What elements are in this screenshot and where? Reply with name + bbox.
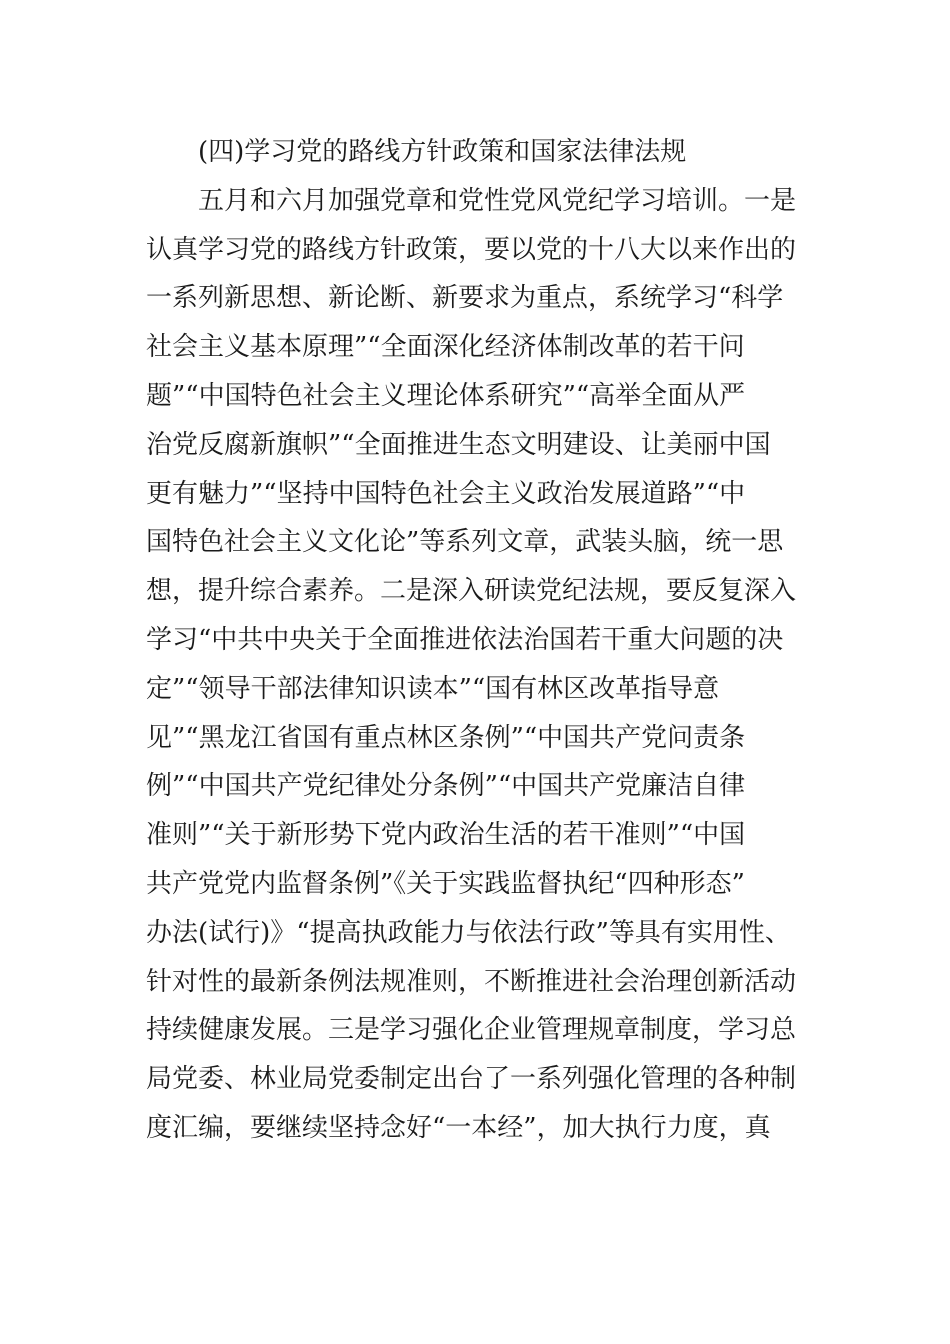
- paragraph-line: 治党反腐新旗帜”“全面推进生态文明建设、让美丽中国: [146, 429, 771, 460]
- paragraph-line: 办法(试行)》“提高执政能力与依法行政”等具有实用性、: [146, 917, 791, 948]
- paragraph-line: 针对性的最新条例法规准则，不断推进社会治理创新活动: [146, 966, 797, 997]
- paragraph-line: 准则”“关于新形势下党内政治生活的若干准则”“中国: [146, 820, 746, 851]
- paragraph-line: 例”“中国共产党纪律处分条例”“中国共产党廉洁自律: [146, 771, 746, 802]
- paragraph-line: 题”“中国特色社会主义理论体系研究”“高举全面从严: [146, 380, 746, 411]
- paragraph-line: 国特色社会主义文化论”等系列文章，武装头脑，统一思: [146, 527, 784, 558]
- paragraph-line: 五月和六月加强党章和党性党风党纪学习培训。一是: [198, 185, 797, 216]
- paragraph-line: 学习“中共中央关于全面推进依法治国若干重大问题的决: [146, 624, 784, 655]
- paragraph-line: 见”“黑龙江省国有重点林区条例”“中国共产党问责条: [146, 722, 746, 753]
- paragraph-line: 定”“领导干部法律知识读本”“国有林区改革指导意: [146, 673, 720, 704]
- paragraph-line: 度汇编，要继续坚持念好“一本经”，加大执行力度，真: [146, 1112, 771, 1143]
- document-body: [146, 128, 797, 1153]
- paragraph-line: 局党委、林业局党委制定出台了一系列强化管理的各种制: [146, 1064, 797, 1095]
- paragraph-line: 想，提升综合素养。二是深入研读党纪法规，要反复深入: [146, 576, 797, 607]
- paragraph-line: 社会主义基本原理”“全面深化经济体制改革的若干问: [146, 332, 745, 363]
- paragraph-line: 持续健康发展。三是学习强化企业管理规章制度，学习总: [146, 1015, 797, 1046]
- paragraph-line: 一系列新思想、新论断、新要求为重点，系统学习“科学: [146, 283, 784, 314]
- paragraph-line: 认真学习党的路线方针政策，要以党的十八大以来作出的: [146, 234, 797, 265]
- paragraph-line: 更有魅力”“坚持中国特色社会主义政治发展道路”“中: [146, 478, 746, 509]
- paragraph-line: 共产党党内监督条例”《关于实践监督执纪“四种形态”: [146, 868, 745, 899]
- section-heading: (四)学习党的路线方针政策和国家法律法规: [198, 137, 687, 167]
